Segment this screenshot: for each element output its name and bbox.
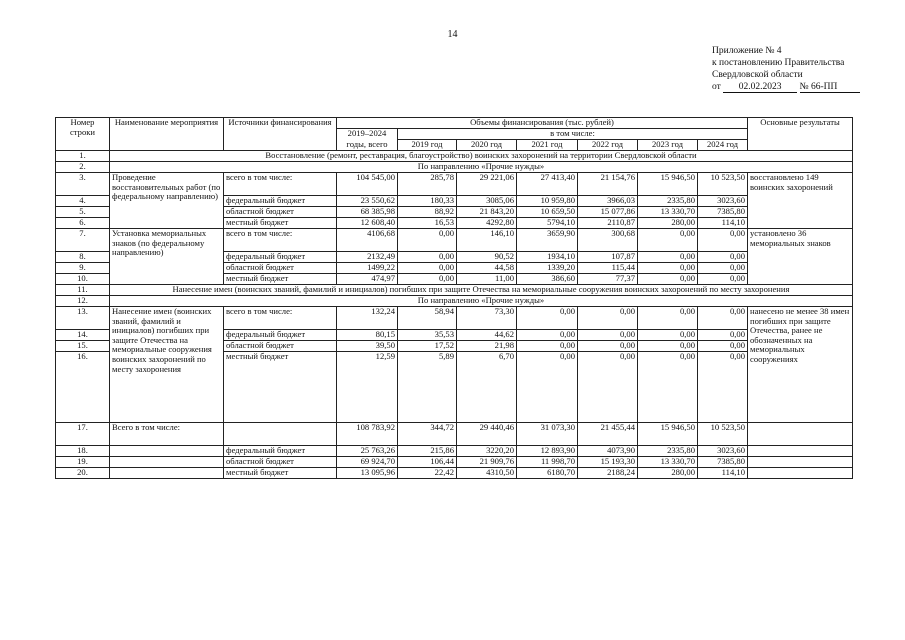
value-2019: 106,44 [398, 457, 457, 468]
table-row-total [56, 423, 853, 446]
result-empty [748, 457, 853, 468]
section-row [56, 296, 853, 307]
value-2019: 22,42 [398, 468, 457, 479]
value-2020: 21 843,20 [457, 207, 517, 218]
row-number: 20. [56, 468, 110, 479]
appendix-block [712, 45, 860, 93]
value-2024: 0,00 [698, 252, 748, 263]
result-text: нанесено не менее 38 имен погибших при защите Отечества, ранее не обозначенных на мемориальных сооружениях [748, 307, 853, 423]
value-2022: 2188,24 [578, 468, 638, 479]
value-2024: 0,00 [698, 229, 748, 252]
row-number: 3. [56, 173, 110, 196]
value-2020: 29 440,46 [457, 423, 517, 446]
value-2024: 3023,60 [698, 446, 748, 457]
funding-source: местный бюджет [224, 274, 337, 285]
value-2020: 4310,50 [457, 468, 517, 479]
activity-empty [110, 468, 224, 479]
header-year-2019: 2019 год [398, 140, 457, 151]
value-2021: 0,00 [517, 341, 578, 352]
appendix-number: № 66-ПП [800, 82, 860, 93]
section-title: По направлению «Прочие нужды» [110, 162, 853, 173]
value-2019: 88,92 [398, 207, 457, 218]
funding-source: федеральный бюджет [224, 196, 337, 207]
row-number: 15. [56, 341, 110, 352]
value-total: 4106,68 [337, 229, 398, 252]
table-row [56, 173, 853, 196]
value-2023: 0,00 [638, 341, 698, 352]
value-2024: 3023,60 [698, 196, 748, 207]
header-activity: Наименование мероприятия [110, 118, 224, 151]
value-2023: 0,00 [638, 229, 698, 252]
value-total: 23 550,62 [337, 196, 398, 207]
row-number: 8. [56, 252, 110, 263]
value-2021: 11 998,70 [517, 457, 578, 468]
value-2023: 13 330,70 [638, 207, 698, 218]
value-total: 2132,49 [337, 252, 398, 263]
row-number: 12. [56, 296, 110, 307]
row-number: 13. [56, 307, 110, 330]
appendix-line-1: Приложение № 4 [712, 46, 782, 56]
appendix-line-3: Свердловской области [712, 70, 803, 80]
value-total: 68 385,98 [337, 207, 398, 218]
activity-name: Проведение восстановительных работ (по федеральному направлению) [110, 173, 224, 229]
header-total-line1: 2019–2024 [337, 129, 398, 140]
value-2019: 344,72 [398, 423, 457, 446]
header-year-2024: 2024 год [698, 140, 748, 151]
value-2023: 13 330,70 [638, 457, 698, 468]
value-2023: 0,00 [638, 263, 698, 274]
appendix-date: 02.02.2023 [723, 82, 797, 93]
value-2022: 0,00 [578, 352, 638, 423]
value-2023: 0,00 [638, 274, 698, 285]
value-2021: 27 413,40 [517, 173, 578, 196]
value-2021: 10 959,80 [517, 196, 578, 207]
header-year-2020: 2020 год [457, 140, 517, 151]
value-2020: 29 221,06 [457, 173, 517, 196]
value-2022: 0,00 [578, 330, 638, 341]
section-title: По направлению «Прочие нужды» [110, 296, 853, 307]
value-2024: 7385,80 [698, 207, 748, 218]
funding-source: всего в том числе: [224, 307, 337, 330]
header-including: в том числе: [398, 129, 748, 140]
value-2019: 17,52 [398, 341, 457, 352]
funding-source: областной бюджет [224, 207, 337, 218]
value-2022: 2110,87 [578, 218, 638, 229]
value-2021: 31 073,30 [517, 423, 578, 446]
value-2023: 15 946,50 [638, 423, 698, 446]
value-2022: 300,68 [578, 229, 638, 252]
funding-source: областной бюджет [224, 263, 337, 274]
value-2021: 6180,70 [517, 468, 578, 479]
value-2024: 0,00 [698, 330, 748, 341]
row-number: 14. [56, 330, 110, 341]
value-total: 25 763,26 [337, 446, 398, 457]
value-total: 104 545,00 [337, 173, 398, 196]
value-2022: 0,00 [578, 307, 638, 330]
value-2021: 1339,20 [517, 263, 578, 274]
value-2023: 15 946,50 [638, 173, 698, 196]
activity-empty [110, 446, 224, 457]
value-2021: 386,60 [517, 274, 578, 285]
value-2022: 4073,90 [578, 446, 638, 457]
value-2019: 180,33 [398, 196, 457, 207]
section-row [56, 285, 853, 296]
funding-source: федеральный бюджет [224, 446, 337, 457]
header-year-2022: 2022 год [578, 140, 638, 151]
funding-source: федеральный бюджет [224, 330, 337, 341]
value-total: 12 608,40 [337, 218, 398, 229]
financing-table [55, 117, 853, 479]
value-total: 12,59 [337, 352, 398, 423]
value-2021: 0,00 [517, 307, 578, 330]
value-2019: 0,00 [398, 274, 457, 285]
funding-source: областной бюджет [224, 457, 337, 468]
value-2019: 215,86 [398, 446, 457, 457]
result-text: установлено 36 мемориальных знаков [748, 229, 853, 285]
value-2024: 0,00 [698, 307, 748, 330]
page-number: 14 [447, 29, 458, 40]
value-2022: 3966,03 [578, 196, 638, 207]
section-title: Восстановление (ремонт, реставрация, благоустройство) воинских захоронений на территории Свердловской области [110, 151, 853, 162]
table-row [56, 307, 853, 330]
funding-source [224, 423, 337, 446]
table-row [56, 457, 853, 468]
activity-name: Установка мемориальных знаков (по федеральному направлению) [110, 229, 224, 285]
header-sources: Источники финансирования [224, 118, 337, 151]
row-number: 7. [56, 229, 110, 252]
value-2021: 1934,10 [517, 252, 578, 263]
header-year-2023: 2023 год [638, 140, 698, 151]
value-2024: 114,10 [698, 468, 748, 479]
value-2023: 0,00 [638, 252, 698, 263]
value-2022: 21 455,44 [578, 423, 638, 446]
value-2020: 44,62 [457, 330, 517, 341]
date-prefix: от [712, 82, 721, 92]
value-total: 474,97 [337, 274, 398, 285]
row-number: 10. [56, 274, 110, 285]
value-2022: 15 193,30 [578, 457, 638, 468]
value-2022: 15 077,86 [578, 207, 638, 218]
value-2019: 285,78 [398, 173, 457, 196]
value-total: 108 783,92 [337, 423, 398, 446]
value-2021: 0,00 [517, 352, 578, 423]
row-number: 9. [56, 263, 110, 274]
value-2024: 10 523,50 [698, 423, 748, 446]
funding-source: федеральный бюджет [224, 252, 337, 263]
header-row-number: Номер строки [56, 118, 110, 151]
value-2023: 280,00 [638, 468, 698, 479]
header-results: Основные результаты [748, 118, 853, 151]
value-total: 39,50 [337, 341, 398, 352]
row-number: 2. [56, 162, 110, 173]
value-2023: 280,00 [638, 218, 698, 229]
value-2019: 5,89 [398, 352, 457, 423]
value-2020: 44,58 [457, 263, 517, 274]
value-2024: 0,00 [698, 352, 748, 423]
result-empty [748, 446, 853, 457]
value-2023: 0,00 [638, 352, 698, 423]
header-volumes: Объемы финансирования (тыс. рублей) [337, 118, 748, 129]
funding-source: местный бюджет [224, 468, 337, 479]
value-2023: 2335,80 [638, 446, 698, 457]
value-2022: 115,44 [578, 263, 638, 274]
value-2024: 114,10 [698, 218, 748, 229]
value-2019: 35,53 [398, 330, 457, 341]
table-row [56, 446, 853, 457]
value-2020: 11,00 [457, 274, 517, 285]
row-number: 5. [56, 207, 110, 218]
row-number: 6. [56, 218, 110, 229]
row-number: 11. [56, 285, 110, 296]
value-2021: 12 893,90 [517, 446, 578, 457]
value-2020: 21 909,76 [457, 457, 517, 468]
funding-source: всего в том числе: [224, 229, 337, 252]
value-2021: 3659,90 [517, 229, 578, 252]
value-2021: 10 659,50 [517, 207, 578, 218]
row-number: 4. [56, 196, 110, 207]
result-empty [748, 423, 853, 446]
header-year-2021: 2021 год [517, 140, 578, 151]
table-row [56, 468, 853, 479]
value-2024: 0,00 [698, 263, 748, 274]
appendix-line-2: к постановлению Правительства [712, 58, 845, 68]
value-2021: 5794,10 [517, 218, 578, 229]
value-2020: 6,70 [457, 352, 517, 423]
row-number: 1. [56, 151, 110, 162]
value-2019: 58,94 [398, 307, 457, 330]
value-2023: 0,00 [638, 307, 698, 330]
value-2020: 73,30 [457, 307, 517, 330]
value-2024: 7385,80 [698, 457, 748, 468]
value-2023: 2335,80 [638, 196, 698, 207]
total-label: Всего в том числе: [110, 423, 224, 446]
value-2019: 0,00 [398, 263, 457, 274]
row-number: 17. [56, 423, 110, 446]
value-2024: 0,00 [698, 274, 748, 285]
funding-source: областной бюджет [224, 341, 337, 352]
header-total-line2: годы, всего [337, 140, 398, 151]
value-2020: 4292,80 [457, 218, 517, 229]
value-2022: 21 154,76 [578, 173, 638, 196]
activity-name: Нанесение имен (воинских званий, фамилий и инициалов) погибших при защите Отечества на мемориальные сооружения воинских захоронений по месту захоронения [110, 307, 224, 423]
header-row-1 [56, 118, 853, 129]
value-2020: 21,98 [457, 341, 517, 352]
value-total: 13 095,96 [337, 468, 398, 479]
activity-empty [110, 457, 224, 468]
row-number: 18. [56, 446, 110, 457]
table-row [56, 229, 853, 252]
appendix-date-line [712, 81, 860, 93]
value-2021: 0,00 [517, 330, 578, 341]
result-text: восстановлено 149 воинских захоронений [748, 173, 853, 229]
funding-source: местный бюджет [224, 218, 337, 229]
value-2019: 0,00 [398, 229, 457, 252]
value-total: 132,24 [337, 307, 398, 330]
value-2022: 107,87 [578, 252, 638, 263]
value-2020: 90,52 [457, 252, 517, 263]
section-title: Нанесение имен (воинских званий, фамилий и инициалов) погибших при защите Отечества на мемориальные сооружения воинских захоронений по месту захоронения [110, 285, 853, 296]
value-2023: 0,00 [638, 330, 698, 341]
value-2019: 0,00 [398, 252, 457, 263]
value-total: 1499,22 [337, 263, 398, 274]
funding-source: всего в том числе: [224, 173, 337, 196]
value-2019: 16,53 [398, 218, 457, 229]
value-total: 69 924,70 [337, 457, 398, 468]
value-2020: 146,10 [457, 229, 517, 252]
value-2022: 0,00 [578, 341, 638, 352]
row-number: 19. [56, 457, 110, 468]
value-total: 80,15 [337, 330, 398, 341]
row-number: 16. [56, 352, 110, 423]
section-row [56, 151, 853, 162]
value-2024: 0,00 [698, 341, 748, 352]
section-row [56, 162, 853, 173]
value-2024: 10 523,50 [698, 173, 748, 196]
funding-source: местный бюджет [224, 352, 337, 423]
value-2020: 3085,06 [457, 196, 517, 207]
result-empty [748, 468, 853, 479]
value-2022: 77,37 [578, 274, 638, 285]
value-2020: 3220,20 [457, 446, 517, 457]
